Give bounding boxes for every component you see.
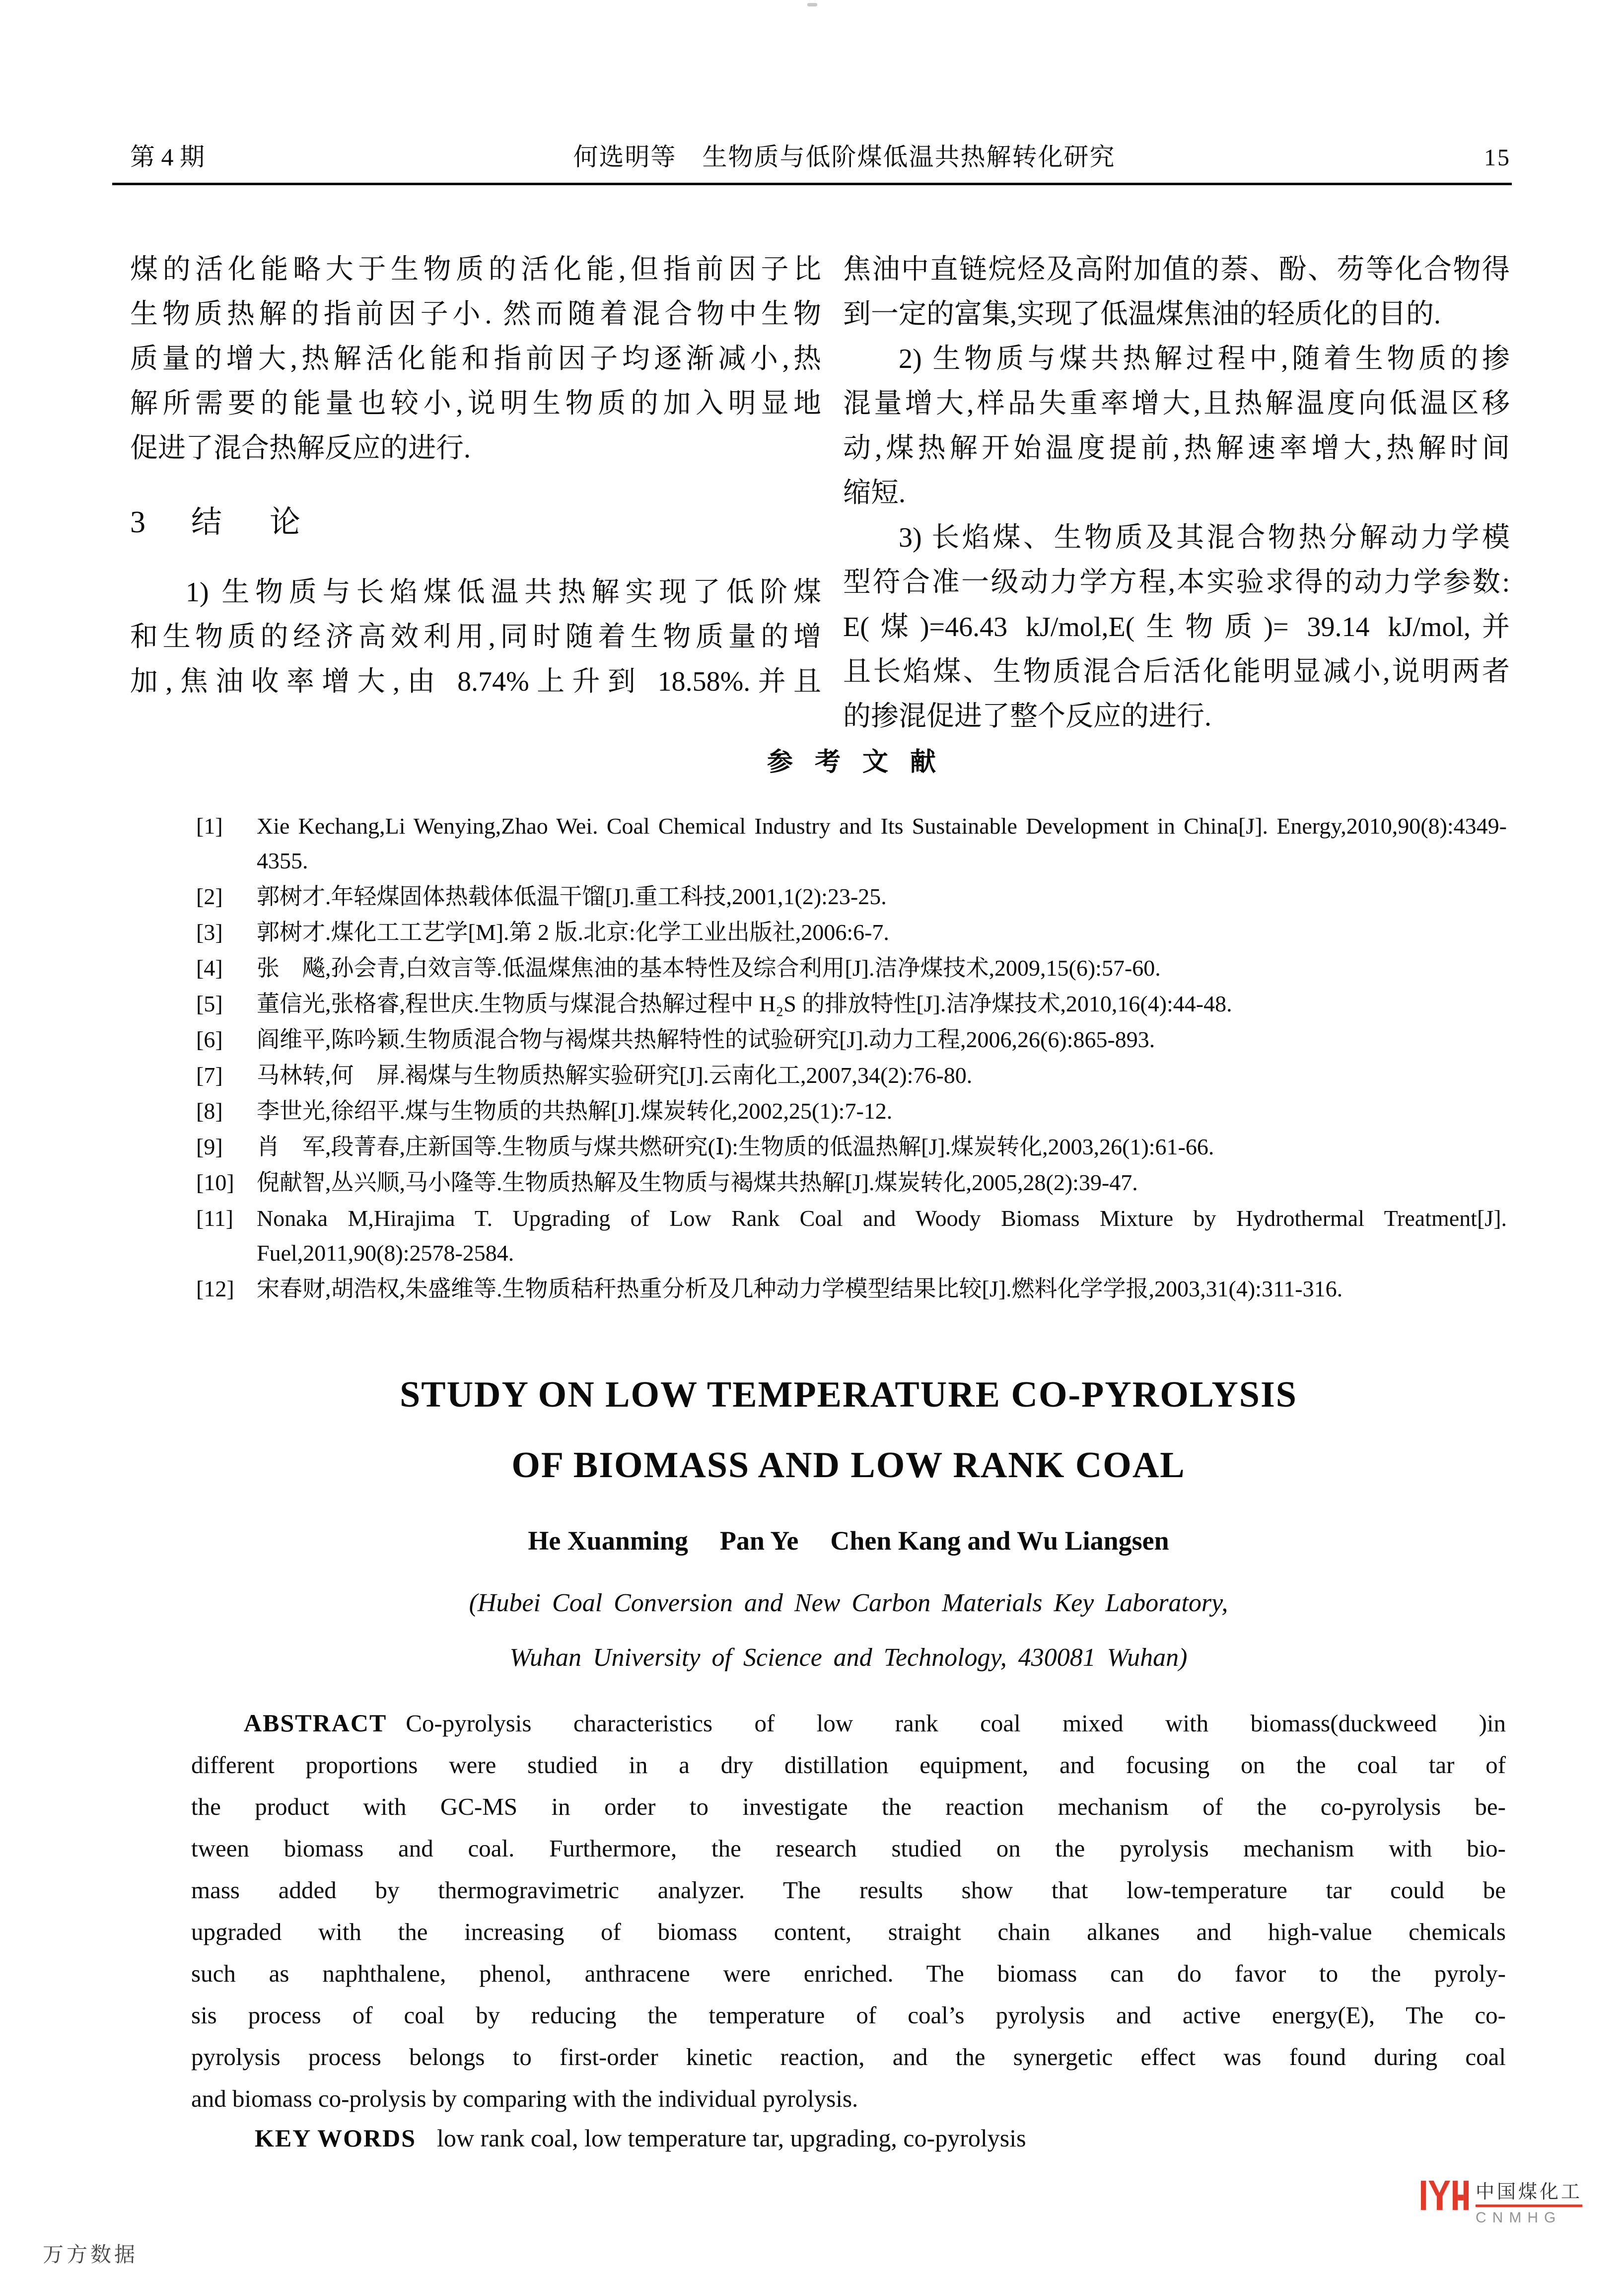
abstract-line: tween biomass and coal. Furthermore, the research studied on the pyrolysis mechanism with bio- <box>191 1835 1506 1862</box>
running-title: 何选明等 生物质与低阶煤低温共热解转化研究 <box>573 143 1116 171</box>
logo-underline <box>1476 2205 1582 2207</box>
reference-item <box>196 809 1507 878</box>
page-header <box>130 137 1511 173</box>
references-list <box>196 809 1507 1306</box>
text-line: E(煤)=46.43 kJ/mol,E(生物质)= 39.14 kJ/mol,并 <box>843 612 1510 642</box>
reference-marker: [4] <box>196 955 223 981</box>
reference-text: Nonaka M,Hirajima T. Upgrading of Low Rank Coal and Woody Biomass Mixture by Hydrothermal Treatment[J]. Fuel,2011,90(8):2578-2584. <box>257 1206 1507 1266</box>
reference-text: 马林转,何 屏.褐煤与生物质热解实验研究[J].云南化工,2007,34(2):76-80. <box>257 1063 973 1088</box>
reference-item <box>196 879 1507 914</box>
english-title-line: STUDY ON LOW TEMPERATURE CO-PYROLYSIS <box>400 1374 1297 1415</box>
text-line: 3) 长焰煤、生物质及其混合物热分解动力学模 <box>899 522 1510 553</box>
reference-item <box>196 1272 1507 1306</box>
text-line: 型符合准一级动力学方程,本实验求得的动力学参数: <box>843 567 1510 598</box>
abstract <box>191 1702 1506 2120</box>
affiliation-line: (Hubei Coal Conversion and New Carbon Materials Key Laboratory, <box>469 1589 1228 1617</box>
abstract-line: mass added by thermogravimetric analyzer. The results show that low-temperature tar could be <box>191 1876 1506 1904</box>
reference-marker: [5] <box>196 991 223 1016</box>
affiliation-line: Wuhan University of Science and Technology, 430081 Wuhan) <box>509 1643 1188 1672</box>
text-line: 混量增大,样品失重率增大,且热解温度向低温区移 <box>843 388 1510 419</box>
reference-marker: [11] <box>196 1206 233 1231</box>
logo-latin-name: CNMHG <box>1476 2209 1562 2226</box>
authors-line <box>191 1525 1506 1556</box>
body-columns <box>130 247 1510 739</box>
reference-marker: [6] <box>196 1027 223 1052</box>
cnmhg-logo <box>1421 2181 1582 2226</box>
left-column <box>130 247 821 739</box>
right-column <box>843 247 1510 739</box>
reference-text: 李世光,徐绍平.煤与生物质的共热解[J].煤炭转化,2002,25(1):7-12. <box>257 1098 893 1124</box>
text-line: 加,焦油收率增大,由 8.74%上升到 18.58%.并且 <box>130 666 821 697</box>
reference-item <box>196 1058 1507 1093</box>
section-title: 结论 <box>191 505 349 539</box>
abstract-line: and biomass co-prolysis by comparing with the individual pyrolysis. <box>191 2085 858 2112</box>
text-line: 焦油中直链烷烃及高附加值的萘、酚、芴等化合物得 <box>843 254 1510 285</box>
text-line: 缩短. <box>843 478 906 508</box>
text-line: 的掺混促进了整个反应的进行. <box>843 701 1211 732</box>
english-section <box>191 1359 1506 2152</box>
reference-text: 郭树才.煤化工工艺学[M].第 2 版.北京:化学工业出版社,2006:6-7. <box>257 920 889 945</box>
author-name: Pan Ye <box>719 1526 799 1556</box>
abstract-line: such as naphthalene, phenol, anthracene were enriched. The biomass can do favor to the pyroly- <box>191 1960 1506 1987</box>
scan-artifact <box>807 3 817 6</box>
reference-item <box>196 1130 1507 1164</box>
text-line: 质量的增大,热解活化能和指前因子均逐渐减小,热 <box>130 344 821 374</box>
keywords-line <box>191 2124 1506 2152</box>
text-line: 且长焰煤、生物质混合后活化能明显减小,说明两者 <box>843 656 1510 687</box>
reference-item <box>196 951 1507 986</box>
text-line: 2) 生物质与煤共热解过程中,随着生物质的掺 <box>899 344 1510 374</box>
reference-marker: [8] <box>196 1098 223 1124</box>
reference-text: 肖 军,段菁春,庄新国等.生物质与煤共燃研究(Ⅰ):生物质的低温热解[J].煤炭转化,2003,26(1):61-66. <box>257 1134 1214 1159</box>
abstract-label: ABSTRACT <box>244 1709 387 1737</box>
reference-item <box>196 987 1507 1021</box>
reference-text: 董信光,张格睿,程世庆.生物质与煤混合热解过程中 H₂S 的排放特性[J].洁净煤技术,2010,16(4):44-48. <box>257 991 1232 1016</box>
reference-text: 郭树才.年轻煤固体热载体低温干馏[J].重工科技,2001,1(2):23-25. <box>257 884 887 909</box>
reference-marker: [1] <box>196 813 223 839</box>
reference-marker: [12] <box>196 1276 234 1301</box>
abstract-line <box>191 1702 1506 1744</box>
references-section <box>196 741 1507 1307</box>
author-name: He Xuanming <box>528 1526 688 1556</box>
abstract-line: sis process of coal by reducing the temperature of coal’s pyrolysis and active energy(E), The co- <box>191 2001 1506 2029</box>
references-heading: 参考文献 <box>767 748 958 777</box>
abstract-line: the product with GC-MS in order to investigate the reaction mechanism of the co-pyrolysis be- <box>191 1793 1506 1820</box>
header-rule <box>112 183 1512 185</box>
text-line: 促进了混合热解反应的进行. <box>130 433 471 464</box>
text-line: 煤的活化能略大于生物质的活化能,但指前因子比 <box>130 254 821 285</box>
reference-marker: [3] <box>196 920 223 945</box>
english-title <box>191 1359 1506 1500</box>
section-heading-conclusion <box>130 499 821 546</box>
wanfang-watermark: 万方数据 <box>43 2243 139 2266</box>
reference-marker: [9] <box>196 1134 223 1159</box>
reference-marker: [7] <box>196 1063 223 1088</box>
abstract-line: pyrolysis process belongs to first-order kinetic reaction, and the synergetic effect was found during coal <box>191 2043 1506 2070</box>
reference-item <box>196 1165 1507 1200</box>
logo-chinese-name: 中国煤化工 <box>1476 2182 1583 2203</box>
text-line: 到一定的富集,实现了低温煤焦油的轻质化的目的. <box>843 299 1441 330</box>
abstract-line: different proportions were studied in a dry distillation equipment, and focusing on the coal tar of <box>191 1751 1506 1779</box>
affiliation <box>191 1576 1506 1685</box>
author-name: Chen Kang and Wu Liangsen <box>830 1526 1169 1556</box>
issue-label: 第 4 期 <box>130 143 205 171</box>
text-line: 1) 生物质与长焰煤低温共热解实现了低阶煤 <box>186 577 821 608</box>
abstract-line: upgraded with the increasing of biomass content, straight chain alkanes and high-value chemicals <box>191 1918 1506 1945</box>
abstract-text: Co-pyrolysis characteristics of low rank coal mixed with biomass(duckweed )in <box>406 1710 1506 1737</box>
reference-text: 宋春财,胡浩权,朱盛维等.生物质秸秆热重分析及几种动力学模型结果比较[J].燃料化学学报,2003,31(4):311-316. <box>257 1276 1343 1301</box>
reference-text: 倪献智,丛兴顺,马小隆等.生物质热解及生物质与褐煤共热解[J].煤炭转化,2005,28(2):39-47. <box>257 1170 1138 1195</box>
keywords-label: KEY WORDS <box>255 2124 417 2152</box>
reference-item <box>196 1022 1507 1057</box>
section-number: 3 <box>130 505 145 539</box>
reference-text: 阎维平,陈吟颖.生物质混合物与褐煤共热解特性的试验研究[J].动力工程,2006,26(6):865-893. <box>257 1027 1155 1052</box>
text-line: 和生物质的经济高效利用,同时随着生物质量的增 <box>130 622 821 652</box>
keywords-text: low rank coal, low temperature tar, upgrading, co-pyrolysis <box>437 2124 1026 2152</box>
text-line: 解所需要的能量也较小,说明生物质的加入明显地 <box>130 388 821 419</box>
reference-item <box>196 915 1507 950</box>
reference-marker: [10] <box>196 1170 234 1195</box>
text-line: 生物质热解的指前因子小. 然而随着混合物中生物 <box>130 299 821 330</box>
reference-text: 张 飚,孙会青,白效言等.低温煤焦油的基本特性及综合利用[J].洁净煤技术,2009,15(6):57-60. <box>257 955 1161 981</box>
reference-item <box>196 1094 1507 1129</box>
reference-text: Xie Kechang,Li Wenying,Zhao Wei. Coal Chemical Industry and Its Sustainable Development in China[J]. Energy,2010,90(8):4349-4355. <box>257 813 1507 873</box>
reference-item <box>196 1201 1507 1271</box>
text-line: 动,煤热解开始温度提前,热解速率增大,热解时间 <box>843 433 1510 464</box>
page-number: 15 <box>1484 144 1511 171</box>
english-title-line: OF BIOMASS AND LOW RANK COAL <box>511 1445 1186 1486</box>
reference-marker: [2] <box>196 884 223 909</box>
cnmhg-logo-mark-icon <box>1421 2181 1469 2210</box>
logo-text <box>1476 2181 1582 2226</box>
